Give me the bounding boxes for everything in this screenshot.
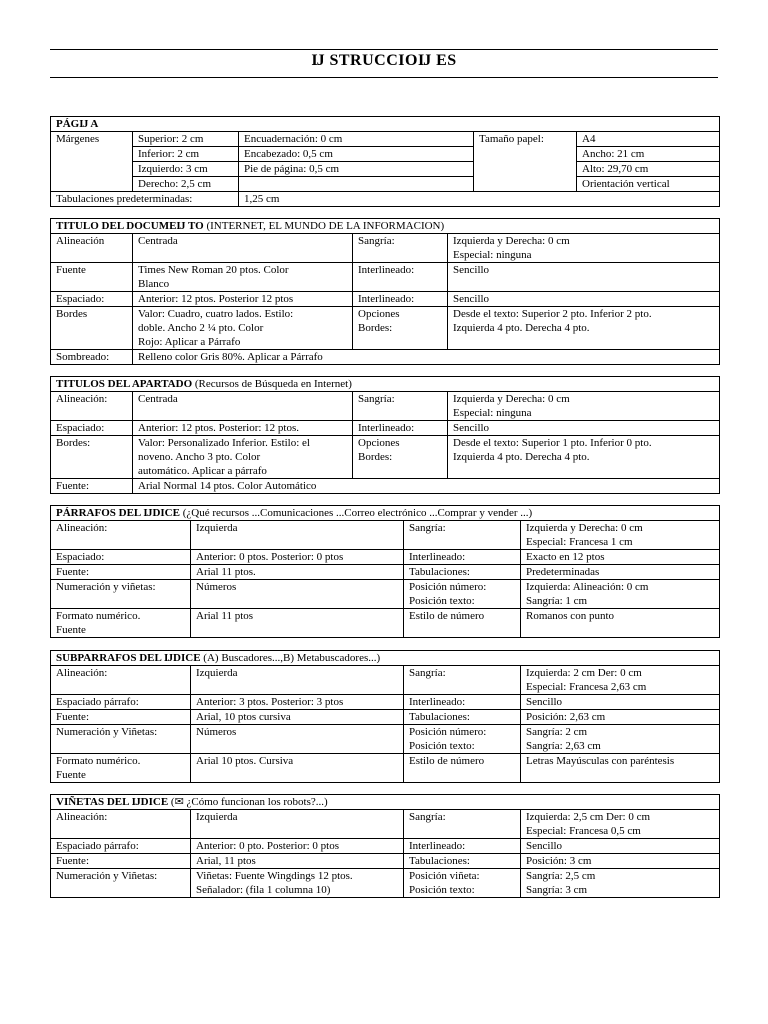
table-row [51, 392, 720, 421]
row-label: Espaciado: [51, 421, 133, 436]
row-value: Anterior: 0 pto. Posterior: 0 ptos [191, 839, 404, 854]
row-subvalue: Sangría: 2 cm Sangría: 2,63 cm [521, 725, 720, 754]
row-label: Fuente: [51, 565, 191, 580]
row-label: Espaciado párrafo: [51, 695, 191, 710]
pagina-table [50, 116, 720, 207]
tabulaciones-label: Tabulaciones predeterminadas: [51, 192, 239, 207]
pie-de-pagina: Pie de página: 0,5 cm [239, 162, 474, 177]
encabezado: Encabezado: 0,5 cm [239, 147, 474, 162]
parrafos-indice-header [51, 506, 720, 521]
row-value: Arial 10 ptos. Cursiva [191, 754, 404, 783]
header-bold: TITULOS DEL APARTADO [56, 378, 193, 390]
row-value: Valor: Cuadro, cuatro lados. Estilo: doble. Ancho 2 ¼ pto. Color Rojo: Aplicar a Párrafo [133, 307, 353, 350]
header-rest: (A) Buscadores...,B) Metabuscadores...) [200, 652, 381, 664]
encuadernacion: Encuadernación: 0 cm [239, 132, 474, 147]
table-row [51, 854, 720, 869]
row-subvalue: Sencillo [448, 421, 720, 436]
row-value: Anterior: 12 ptos. Posterior: 12 ptos. [133, 421, 353, 436]
margen-izquierdo: Izquierdo: 3 cm [133, 162, 239, 177]
row-label: Bordes: [51, 436, 133, 479]
page-title: Ĳ STRUCCIOĲ ES [311, 52, 457, 69]
row-value: Viñetas: Fuente Wingdings 12 ptos. Señalador: (fila 1 columna 10) [191, 869, 404, 898]
row-value: Izquierda [191, 666, 404, 695]
row-label: Numeración y viñetas: [51, 580, 191, 609]
row-value: Arial 11 ptos. [191, 565, 404, 580]
row-sublabel: Sangría: [404, 810, 521, 839]
margen-superior: Superior: 2 cm [133, 132, 239, 147]
row-sublabel: Sangría: [404, 521, 521, 550]
row-value: Anterior: 0 ptos. Posterior: 0 ptos [191, 550, 404, 565]
row-sublabel: Tabulaciones: [404, 710, 521, 725]
table-row [51, 234, 720, 263]
row-label: Alineación: [51, 392, 133, 421]
row-value: Anterior: 12 ptos. Posterior 12 ptos [133, 292, 353, 307]
row-sublabel: Tabulaciones: [404, 565, 521, 580]
row-sublabel: Interlineado: [353, 292, 448, 307]
vinetas-indice-table [50, 794, 720, 898]
table-row [51, 810, 720, 839]
row-subvalue: Sencillo [521, 695, 720, 710]
table-row [51, 725, 720, 754]
row-label: Bordes [51, 307, 133, 350]
fuente-label: Fuente: [51, 479, 133, 494]
row-value: Números [191, 580, 404, 609]
row-subvalue: Letras Mayúsculas con paréntesis [521, 754, 720, 783]
row-value: Izquierda [191, 810, 404, 839]
row-sublabel: Interlineado: [404, 550, 521, 565]
row-label: Fuente [51, 263, 133, 292]
table-row [51, 550, 720, 565]
row-value: Arial 11 ptos [191, 609, 404, 638]
table-row [51, 710, 720, 725]
row-subvalue: Desde el texto: Superior 2 pto. Inferior 2 pto. Izquierda 4 pto. Derecha 4 pto. [448, 307, 720, 350]
row-subvalue: Izquierda y Derecha: 0 cm Especial: ninguna [448, 234, 720, 263]
row-label: Fuente: [51, 854, 191, 869]
header-bold: SUBPARRAFOS DEL ĲDICE [56, 652, 201, 664]
row-label: Alineación: [51, 810, 191, 839]
row-sublabel: Interlineado: [353, 263, 448, 292]
row-label: Numeración y Viñetas: [51, 869, 191, 898]
sombreado-value: Relleno color Gris 80%. Aplicar a Párrafo [133, 350, 720, 365]
table-row [51, 869, 720, 898]
subparrafos-indice-header [51, 651, 720, 666]
row-value: Anterior: 3 ptos. Posterior: 3 ptos [191, 695, 404, 710]
row-subvalue: Predeterminadas [521, 565, 720, 580]
row-subvalue: Romanos con punto [521, 609, 720, 638]
margen-derecho: Derecho: 2,5 cm [133, 177, 239, 192]
tamano-label: Tamaño papel: [474, 132, 577, 192]
table-row [51, 609, 720, 638]
header-bold: PÁRRAFOS DEL ĲDICE [56, 507, 180, 519]
row-subvalue: Posición: 3 cm [521, 854, 720, 869]
orientacion: Orientación vertical [577, 177, 720, 192]
row-sublabel: Posición número: Posición texto: [404, 725, 521, 754]
row-label: Fuente: [51, 710, 191, 725]
table-row [51, 754, 720, 783]
table-row [51, 263, 720, 292]
row-subvalue: Exacto en 12 ptos [521, 550, 720, 565]
top-rule [50, 49, 718, 50]
row-subvalue: Posición: 2,63 cm [521, 710, 720, 725]
table-row [51, 292, 720, 307]
table-row [51, 666, 720, 695]
row-subvalue: Desde el texto: Superior 1 pto. Inferior 0 pto. Izquierda 4 pto. Derecha 4 pto. [448, 436, 720, 479]
table-row [51, 695, 720, 710]
row-value: Centrada [133, 392, 353, 421]
fuente-value: Arial Normal 14 ptos. Color Automático [133, 479, 720, 494]
row-value: Arial, 10 ptos cursiva [191, 710, 404, 725]
parrafos-indice-table [50, 505, 720, 638]
table-row [51, 565, 720, 580]
row-label: Alineación: [51, 521, 191, 550]
row-sublabel: Posición viñeta: Posición texto: [404, 869, 521, 898]
row-value: Arial, 11 ptos [191, 854, 404, 869]
titulo-documento-header [51, 219, 720, 234]
empty-cell [239, 177, 474, 192]
table-row [51, 307, 720, 350]
row-subvalue: Izquierda: 2,5 cm Der: 0 cm Especial: Francesa 0,5 cm [521, 810, 720, 839]
titulos-apartado-table [50, 376, 720, 494]
row-value: Centrada [133, 234, 353, 263]
row-value: Números [191, 725, 404, 754]
row-label: Espaciado: [51, 550, 191, 565]
sombreado-label: Sombreado: [51, 350, 133, 365]
table-row [51, 580, 720, 609]
header-rest: (INTERNET, EL MUNDO DE LA INFORMACION) [203, 220, 445, 232]
table-row [51, 436, 720, 479]
header-bold: VIÑETAS DEL ĲDICE [56, 796, 169, 808]
row-label: Espaciado párrafo: [51, 839, 191, 854]
row-sublabel: Interlineado: [404, 839, 521, 854]
header-rest: (✉ ¿Cómo funcionan los robots?...) [168, 796, 328, 808]
row-sublabel: Tabulaciones: [404, 854, 521, 869]
tabulaciones-value: 1,25 cm [239, 192, 720, 207]
row-subvalue: Izquierda y Derecha: 0 cm Especial: Francesa 1 cm [521, 521, 720, 550]
row-subvalue: Izquierda: Alineación: 0 cm Sangría: 1 cm [521, 580, 720, 609]
row-label: Espaciado: [51, 292, 133, 307]
row-sublabel: Posición número: Posición texto: [404, 580, 521, 609]
row-subvalue: Sencillo [448, 292, 720, 307]
row-subvalue: Sencillo [521, 839, 720, 854]
row-label: Alineación: [51, 666, 191, 695]
row-sublabel: Opciones Bordes: [353, 436, 448, 479]
title-underline [50, 77, 718, 78]
row-sublabel: Interlineado: [353, 421, 448, 436]
margen-inferior: Inferior: 2 cm [133, 147, 239, 162]
row-label: Formato numérico. Fuente [51, 754, 191, 783]
row-label: Alineación [51, 234, 133, 263]
vinetas-indice-header [51, 795, 720, 810]
titulos-apartado-header [51, 377, 720, 392]
alto: Alto: 29,70 cm [577, 162, 720, 177]
row-value: Izquierda [191, 521, 404, 550]
row-sublabel: Estilo de número [404, 609, 521, 638]
row-sublabel: Opciones Bordes: [353, 307, 448, 350]
row-value: Times New Roman 20 ptos. Color Blanco [133, 263, 353, 292]
row-subvalue: Sangría: 2,5 cm Sangría: 3 cm [521, 869, 720, 898]
subparrafos-indice-table [50, 650, 720, 783]
row-sublabel: Sangría: [353, 234, 448, 263]
row-sublabel: Sangría: [404, 666, 521, 695]
row-subvalue: Izquierda y Derecha: 0 cm Especial: ninguna [448, 392, 720, 421]
row-sublabel: Estilo de número [404, 754, 521, 783]
ancho: Ancho: 21 cm [577, 147, 720, 162]
table-row [51, 521, 720, 550]
header-rest: (¿Qué recursos ...Comunicaciones ...Correo electrónico ...Comprar y vender ...) [179, 507, 533, 519]
row-sublabel: Sangría: [353, 392, 448, 421]
row-subvalue: Sencillo [448, 263, 720, 292]
header-bold: TITULO DEL DOCUMEĲ TO [56, 220, 204, 232]
header-rest: (Recursos de Búsqueda en Internet) [192, 378, 352, 390]
pagina-header: PÁGĲ A [51, 117, 720, 132]
row-label: Numeración y Viñetas: [51, 725, 191, 754]
margenes-label: Márgenes [51, 132, 133, 192]
tamano-a4: A4 [577, 132, 720, 147]
table-row [51, 839, 720, 854]
titulo-documento-table [50, 218, 720, 365]
row-subvalue: Izquierda: 2 cm Der: 0 cm Especial: Francesa 2,63 cm [521, 666, 720, 695]
row-label: Formato numérico. Fuente [51, 609, 191, 638]
row-sublabel: Interlineado: [404, 695, 521, 710]
row-value: Valor: Personalizado Inferior. Estilo: el noveno. Ancho 3 pto. Color automático. Aplicar a párrafo [133, 436, 353, 479]
table-row [51, 421, 720, 436]
